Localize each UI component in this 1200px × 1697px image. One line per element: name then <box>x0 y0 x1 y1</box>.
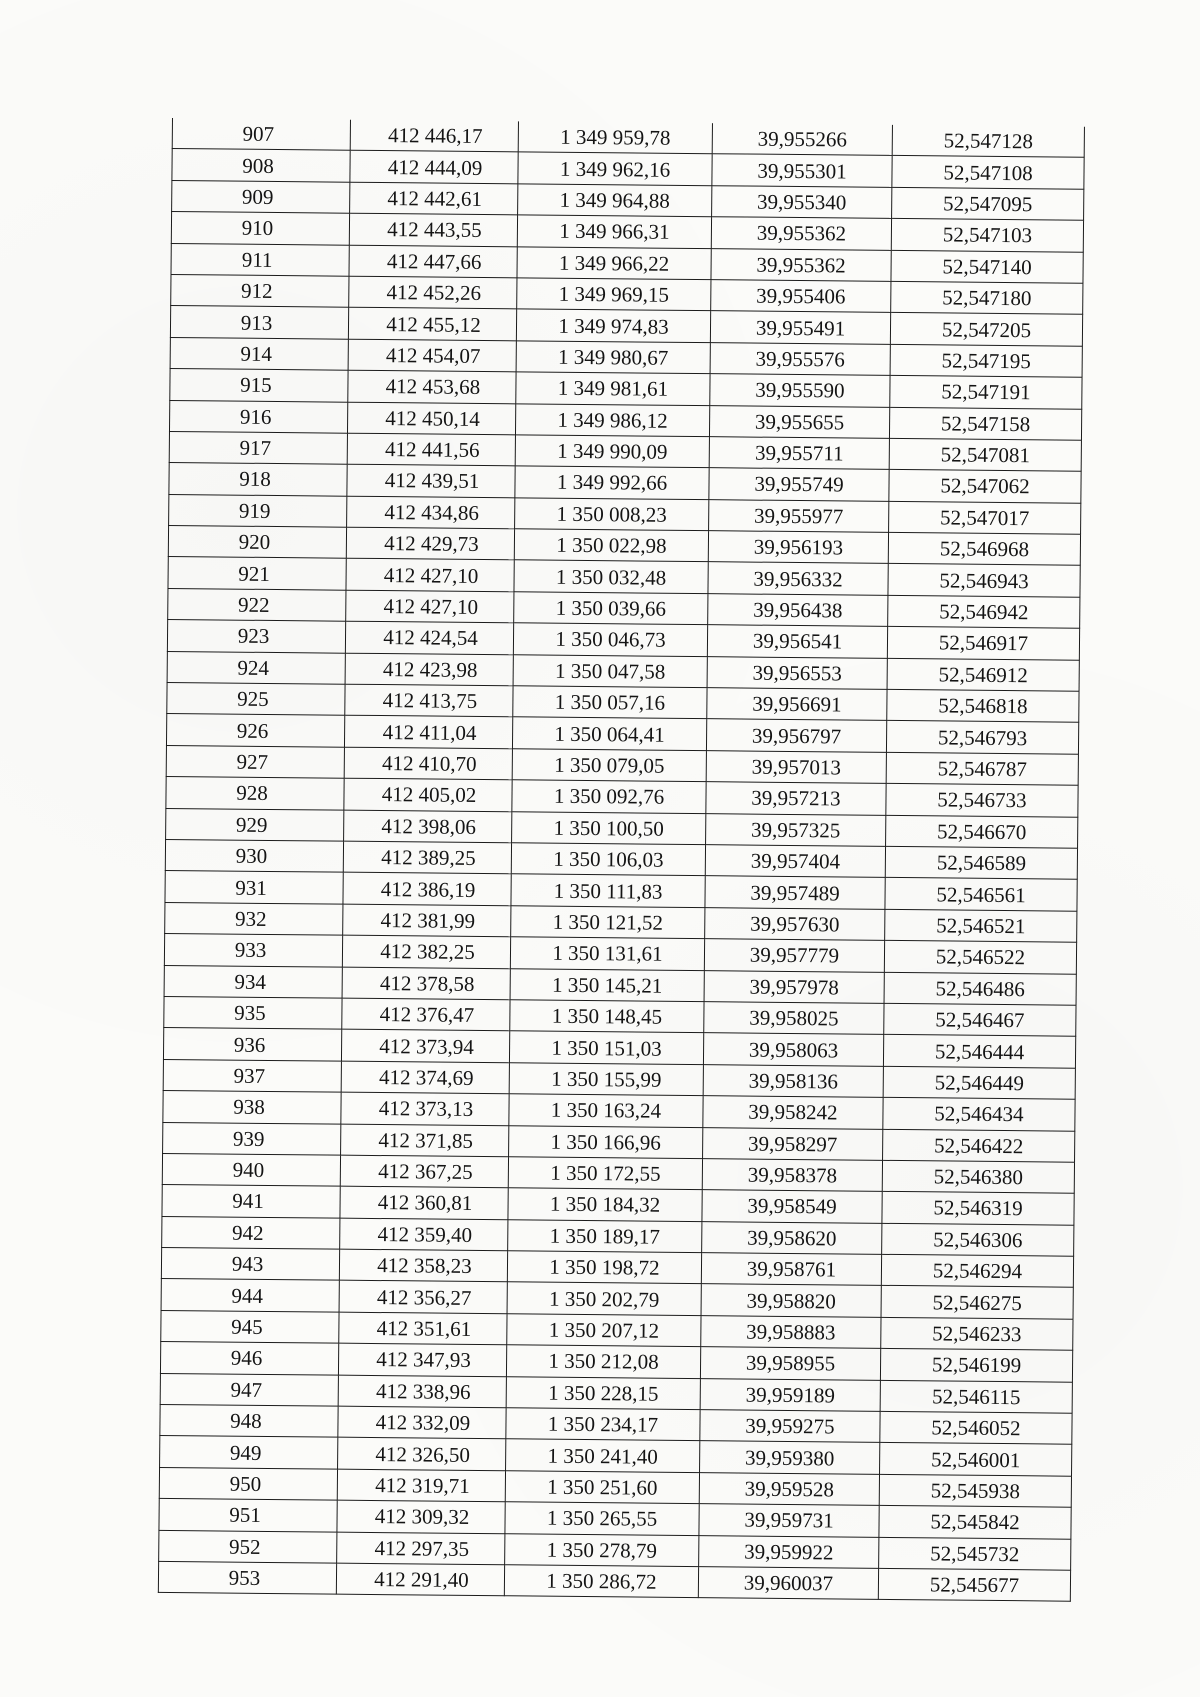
point-number-cell: 916 <box>169 400 347 433</box>
x-coordinate-cell: 412 447,66 <box>349 245 517 278</box>
longitude-cell: 52,546434 <box>883 1097 1075 1130</box>
y-coordinate-cell: 1 350 198,72 <box>507 1251 701 1284</box>
point-number-cell: 940 <box>162 1153 340 1186</box>
x-coordinate-cell: 412 453,68 <box>348 370 516 403</box>
x-coordinate-cell: 412 398,06 <box>344 810 512 843</box>
point-number-cell: 919 <box>169 494 347 527</box>
latitude-cell: 39,957404 <box>705 845 885 878</box>
longitude-cell: 52,546917 <box>887 627 1079 660</box>
y-coordinate-cell: 1 350 046,73 <box>513 623 707 656</box>
longitude-cell: 52,546521 <box>885 909 1077 942</box>
point-number-cell: 950 <box>159 1467 337 1500</box>
x-coordinate-cell: 412 444,09 <box>350 151 518 184</box>
point-number-cell: 949 <box>160 1436 338 1469</box>
latitude-cell: 39,958761 <box>701 1253 881 1286</box>
x-coordinate-cell: 412 376,47 <box>342 998 510 1031</box>
y-coordinate-cell: 1 349 962,16 <box>518 152 712 185</box>
x-coordinate-cell: 412 442,61 <box>350 182 518 215</box>
longitude-cell: 52,546199 <box>880 1349 1072 1382</box>
point-number-cell: 914 <box>170 337 348 370</box>
x-coordinate-cell: 412 410,70 <box>344 747 512 780</box>
longitude-cell: 52,546486 <box>884 972 1076 1005</box>
y-coordinate-cell: 1 350 111,83 <box>511 874 705 907</box>
point-number-cell: 951 <box>159 1499 337 1532</box>
point-number-cell: 929 <box>166 808 344 841</box>
y-coordinate-cell: 1 349 974,83 <box>516 309 710 342</box>
longitude-cell: 52,546449 <box>883 1066 1075 1099</box>
y-coordinate-cell: 1 350 151,03 <box>509 1031 703 1064</box>
y-coordinate-cell: 1 350 202,79 <box>507 1282 701 1315</box>
longitude-cell: 52,545938 <box>879 1474 1071 1507</box>
y-coordinate-cell: 1 350 241,40 <box>506 1439 700 1472</box>
latitude-cell: 39,956193 <box>708 531 888 564</box>
longitude-cell: 52,546444 <box>883 1035 1075 1068</box>
longitude-cell: 52,546793 <box>886 721 1078 754</box>
y-coordinate-cell: 1 350 131,61 <box>510 937 704 970</box>
x-coordinate-cell: 412 452,26 <box>349 276 517 309</box>
point-number-cell: 952 <box>159 1530 337 1563</box>
y-coordinate-cell: 1 350 189,17 <box>508 1219 702 1252</box>
point-number-cell: 943 <box>161 1248 339 1281</box>
y-coordinate-cell: 1 350 184,32 <box>508 1188 702 1221</box>
latitude-cell: 39,957978 <box>704 970 884 1003</box>
latitude-cell: 39,955711 <box>709 437 889 470</box>
longitude-cell: 52,547062 <box>889 470 1081 503</box>
longitude-cell: 52,547081 <box>889 438 1081 471</box>
point-number-cell: 908 <box>172 149 350 182</box>
point-number-cell: 915 <box>170 369 348 402</box>
y-coordinate-cell: 1 350 251,60 <box>505 1471 699 1504</box>
longitude-cell: 52,546787 <box>886 752 1078 785</box>
x-coordinate-cell: 412 374,69 <box>341 1061 509 1094</box>
y-coordinate-cell: 1 350 166,96 <box>509 1125 703 1158</box>
latitude-cell: 39,959922 <box>699 1535 879 1568</box>
latitude-cell: 39,957013 <box>706 750 886 783</box>
longitude-cell: 52,546733 <box>886 784 1078 817</box>
x-coordinate-cell: 412 360,81 <box>340 1186 508 1219</box>
longitude-cell: 52,546422 <box>883 1129 1075 1162</box>
longitude-cell: 52,547103 <box>891 219 1083 252</box>
x-coordinate-cell: 412 373,13 <box>341 1092 509 1125</box>
x-coordinate-cell: 412 371,85 <box>341 1124 509 1157</box>
latitude-cell: 39,958297 <box>703 1127 883 1160</box>
y-coordinate-cell: 1 349 981,61 <box>516 372 710 405</box>
latitude-cell: 39,956553 <box>707 656 887 689</box>
latitude-cell: 39,960037 <box>698 1567 878 1600</box>
longitude-cell: 52,545842 <box>879 1506 1071 1539</box>
x-coordinate-cell: 412 356,27 <box>339 1281 507 1314</box>
latitude-cell: 39,955266 <box>712 123 892 156</box>
point-number-cell: 909 <box>172 180 350 213</box>
latitude-cell: 39,959189 <box>700 1378 880 1411</box>
latitude-cell: 39,955301 <box>712 154 892 187</box>
x-coordinate-cell: 412 454,07 <box>348 339 516 372</box>
longitude-cell: 52,547108 <box>892 156 1084 189</box>
x-coordinate-cell: 412 411,04 <box>344 716 512 749</box>
x-coordinate-cell: 412 450,14 <box>347 402 515 435</box>
y-coordinate-cell: 1 349 964,88 <box>518 184 712 217</box>
point-number-cell: 910 <box>171 212 349 245</box>
point-number-cell: 920 <box>168 526 346 559</box>
x-coordinate-cell: 412 446,17 <box>350 120 518 153</box>
latitude-cell: 39,959275 <box>700 1410 880 1443</box>
longitude-cell: 52,546943 <box>888 564 1080 597</box>
latitude-cell: 39,958820 <box>701 1284 881 1317</box>
longitude-cell: 52,546233 <box>881 1317 1073 1350</box>
point-number-cell: 944 <box>161 1279 339 1312</box>
point-number-cell: 923 <box>167 620 345 653</box>
latitude-cell: 39,955340 <box>712 185 892 218</box>
y-coordinate-cell: 1 349 969,15 <box>517 278 711 311</box>
latitude-cell: 39,955362 <box>711 248 891 281</box>
longitude-cell: 52,546380 <box>882 1160 1074 1193</box>
longitude-cell: 52,546589 <box>885 846 1077 879</box>
point-number-cell: 912 <box>171 274 349 307</box>
longitude-cell: 52,547191 <box>890 376 1082 409</box>
point-number-cell: 933 <box>164 934 342 967</box>
y-coordinate-cell: 1 350 057,16 <box>513 686 707 719</box>
latitude-cell: 39,958242 <box>703 1096 883 1129</box>
latitude-cell: 39,958063 <box>703 1033 883 1066</box>
point-number-cell: 945 <box>161 1310 339 1343</box>
latitude-cell: 39,955576 <box>710 342 890 375</box>
latitude-cell: 39,957630 <box>705 907 885 940</box>
latitude-cell: 39,955655 <box>709 405 889 438</box>
latitude-cell: 39,958620 <box>702 1221 882 1254</box>
x-coordinate-cell: 412 326,50 <box>338 1438 506 1471</box>
x-coordinate-cell: 412 434,86 <box>347 496 515 529</box>
latitude-cell: 39,958883 <box>701 1315 881 1348</box>
y-coordinate-cell: 1 350 145,21 <box>510 968 704 1001</box>
point-number-cell: 934 <box>164 965 342 998</box>
x-coordinate-cell: 412 359,40 <box>340 1218 508 1251</box>
latitude-cell: 39,956797 <box>706 719 886 752</box>
y-coordinate-cell: 1 349 966,22 <box>517 246 711 279</box>
x-coordinate-cell: 412 347,93 <box>338 1343 506 1376</box>
longitude-cell: 52,546001 <box>880 1443 1072 1476</box>
longitude-cell: 52,546052 <box>880 1411 1072 1444</box>
latitude-cell: 39,957325 <box>706 813 886 846</box>
longitude-cell: 52,546275 <box>881 1286 1073 1319</box>
x-coordinate-cell: 412 381,99 <box>343 904 511 937</box>
y-coordinate-cell: 1 349 966,31 <box>517 215 711 248</box>
x-coordinate-cell: 412 441,56 <box>347 433 515 466</box>
point-number-cell: 937 <box>163 1059 341 1092</box>
longitude-cell: 52,547017 <box>889 501 1081 534</box>
longitude-cell: 52,546115 <box>880 1380 1072 1413</box>
y-coordinate-cell: 1 349 986,12 <box>515 403 709 436</box>
latitude-cell: 39,956691 <box>707 688 887 721</box>
latitude-cell: 39,958136 <box>703 1064 883 1097</box>
point-number-cell: 938 <box>163 1091 341 1124</box>
point-number-cell: 948 <box>160 1404 338 1437</box>
y-coordinate-cell: 1 350 008,23 <box>515 497 709 530</box>
point-number-cell: 941 <box>162 1185 340 1218</box>
y-coordinate-cell: 1 349 959,78 <box>518 121 712 154</box>
x-coordinate-cell: 412 351,61 <box>339 1312 507 1345</box>
point-number-cell: 911 <box>171 243 349 276</box>
y-coordinate-cell: 1 350 106,03 <box>511 843 705 876</box>
x-coordinate-cell: 412 413,75 <box>345 684 513 717</box>
longitude-cell: 52,547128 <box>892 125 1084 158</box>
point-number-cell: 930 <box>165 839 343 872</box>
latitude-cell: 39,955590 <box>710 374 890 407</box>
point-number-cell: 926 <box>166 714 344 747</box>
longitude-cell: 52,547095 <box>892 187 1084 220</box>
longitude-cell: 52,547140 <box>891 250 1083 283</box>
x-coordinate-cell: 412 439,51 <box>347 464 515 497</box>
y-coordinate-cell: 1 350 121,52 <box>511 906 705 939</box>
longitude-cell: 52,546670 <box>886 815 1078 848</box>
y-coordinate-cell: 1 350 079,05 <box>512 749 706 782</box>
x-coordinate-cell: 412 427,10 <box>346 559 514 592</box>
y-coordinate-cell: 1 350 039,66 <box>514 592 708 625</box>
latitude-cell: 39,955749 <box>709 468 889 501</box>
y-coordinate-cell: 1 350 265,55 <box>505 1502 699 1535</box>
y-coordinate-cell: 1 350 163,24 <box>509 1094 703 1127</box>
latitude-cell: 39,956332 <box>708 562 888 595</box>
point-number-cell: 918 <box>169 463 347 496</box>
x-coordinate-cell: 412 309,32 <box>337 1500 505 1533</box>
longitude-cell: 52,547195 <box>890 344 1082 377</box>
point-number-cell: 927 <box>166 745 344 778</box>
x-coordinate-cell: 412 338,96 <box>338 1375 506 1408</box>
latitude-cell: 39,955977 <box>709 499 889 532</box>
latitude-cell: 39,958549 <box>702 1190 882 1223</box>
longitude-cell: 52,546942 <box>888 595 1080 628</box>
longitude-cell: 52,546522 <box>884 941 1076 974</box>
coordinates-table-wrapper <box>158 118 1084 1602</box>
longitude-cell: 52,546294 <box>881 1254 1073 1287</box>
point-number-cell: 939 <box>163 1122 341 1155</box>
y-coordinate-cell: 1 350 064,41 <box>512 717 706 750</box>
x-coordinate-cell: 412 405,02 <box>344 778 512 811</box>
longitude-cell: 52,547205 <box>890 313 1082 346</box>
x-coordinate-cell: 412 386,19 <box>343 873 511 906</box>
point-number-cell: 953 <box>158 1561 336 1594</box>
x-coordinate-cell: 412 373,94 <box>341 1029 509 1062</box>
longitude-cell: 52,545732 <box>879 1537 1071 1570</box>
latitude-cell: 39,959731 <box>699 1504 879 1537</box>
y-coordinate-cell: 1 350 212,08 <box>506 1345 700 1378</box>
point-number-cell: 928 <box>166 777 344 810</box>
latitude-cell: 39,958378 <box>702 1159 882 1192</box>
latitude-cell: 39,955491 <box>710 311 890 344</box>
y-coordinate-cell: 1 350 207,12 <box>507 1314 701 1347</box>
point-number-cell: 936 <box>163 1028 341 1061</box>
latitude-cell: 39,955406 <box>711 280 891 313</box>
x-coordinate-cell: 412 332,09 <box>338 1406 506 1439</box>
x-coordinate-cell: 412 382,25 <box>342 935 510 968</box>
latitude-cell: 39,959380 <box>700 1441 880 1474</box>
y-coordinate-cell: 1 350 092,76 <box>512 780 706 813</box>
x-coordinate-cell: 412 443,55 <box>349 213 517 246</box>
latitude-cell: 39,956438 <box>708 594 888 627</box>
x-coordinate-cell: 412 389,25 <box>343 841 511 874</box>
y-coordinate-cell: 1 350 278,79 <box>505 1533 699 1566</box>
x-coordinate-cell: 412 455,12 <box>348 308 516 341</box>
latitude-cell: 39,956541 <box>707 625 887 658</box>
longitude-cell: 52,546561 <box>885 878 1077 911</box>
y-coordinate-cell: 1 350 047,58 <box>513 654 707 687</box>
longitude-cell: 52,547158 <box>889 407 1081 440</box>
point-number-cell: 922 <box>168 588 346 621</box>
x-coordinate-cell: 412 291,40 <box>336 1563 504 1596</box>
longitude-cell: 52,546467 <box>884 1003 1076 1036</box>
latitude-cell: 39,957779 <box>704 939 884 972</box>
y-coordinate-cell: 1 350 172,55 <box>508 1157 702 1190</box>
y-coordinate-cell: 1 350 228,15 <box>506 1376 700 1409</box>
x-coordinate-cell: 412 367,25 <box>340 1155 508 1188</box>
y-coordinate-cell: 1 350 286,72 <box>504 1565 698 1598</box>
longitude-cell: 52,547180 <box>891 281 1083 314</box>
y-coordinate-cell: 1 350 234,17 <box>506 1408 700 1441</box>
point-number-cell: 942 <box>162 1216 340 1249</box>
x-coordinate-cell: 412 319,71 <box>337 1469 505 1502</box>
longitude-cell: 52,546306 <box>882 1223 1074 1256</box>
longitude-cell: 52,546319 <box>882 1192 1074 1225</box>
point-number-cell: 947 <box>160 1373 338 1406</box>
y-coordinate-cell: 1 350 022,98 <box>514 529 708 562</box>
x-coordinate-cell: 412 297,35 <box>337 1532 505 1565</box>
longitude-cell: 52,546818 <box>887 689 1079 722</box>
longitude-cell: 52,546912 <box>887 658 1079 691</box>
x-coordinate-cell: 412 423,98 <box>345 653 513 686</box>
y-coordinate-cell: 1 350 155,99 <box>509 1063 703 1096</box>
latitude-cell: 39,958955 <box>700 1347 880 1380</box>
y-coordinate-cell: 1 350 148,45 <box>510 1000 704 1033</box>
point-number-cell: 931 <box>165 871 343 904</box>
point-number-cell: 907 <box>172 118 350 151</box>
point-number-cell: 925 <box>167 683 345 716</box>
longitude-cell: 52,545677 <box>878 1568 1070 1601</box>
table-body <box>158 118 1084 1602</box>
x-coordinate-cell: 412 358,23 <box>339 1249 507 1282</box>
point-number-cell: 917 <box>169 431 347 464</box>
point-number-cell: 946 <box>160 1342 338 1375</box>
y-coordinate-cell: 1 349 990,09 <box>515 435 709 468</box>
y-coordinate-cell: 1 349 980,67 <box>516 341 710 374</box>
latitude-cell: 39,957489 <box>705 876 885 909</box>
coordinates-table <box>158 118 1085 1602</box>
x-coordinate-cell: 412 424,54 <box>345 621 513 654</box>
y-coordinate-cell: 1 350 100,50 <box>512 811 706 844</box>
latitude-cell: 39,959528 <box>699 1472 879 1505</box>
point-number-cell: 913 <box>170 306 348 339</box>
point-number-cell: 935 <box>164 996 342 1029</box>
y-coordinate-cell: 1 349 992,66 <box>515 466 709 499</box>
point-number-cell: 921 <box>168 557 346 590</box>
x-coordinate-cell: 412 378,58 <box>342 967 510 1000</box>
x-coordinate-cell: 412 427,10 <box>346 590 514 623</box>
latitude-cell: 39,957213 <box>706 782 886 815</box>
longitude-cell: 52,546968 <box>888 532 1080 565</box>
y-coordinate-cell: 1 350 032,48 <box>514 560 708 593</box>
x-coordinate-cell: 412 429,73 <box>346 527 514 560</box>
point-number-cell: 932 <box>165 902 343 935</box>
latitude-cell: 39,958025 <box>704 1002 884 1035</box>
point-number-cell: 924 <box>167 651 345 684</box>
latitude-cell: 39,955362 <box>711 217 891 250</box>
